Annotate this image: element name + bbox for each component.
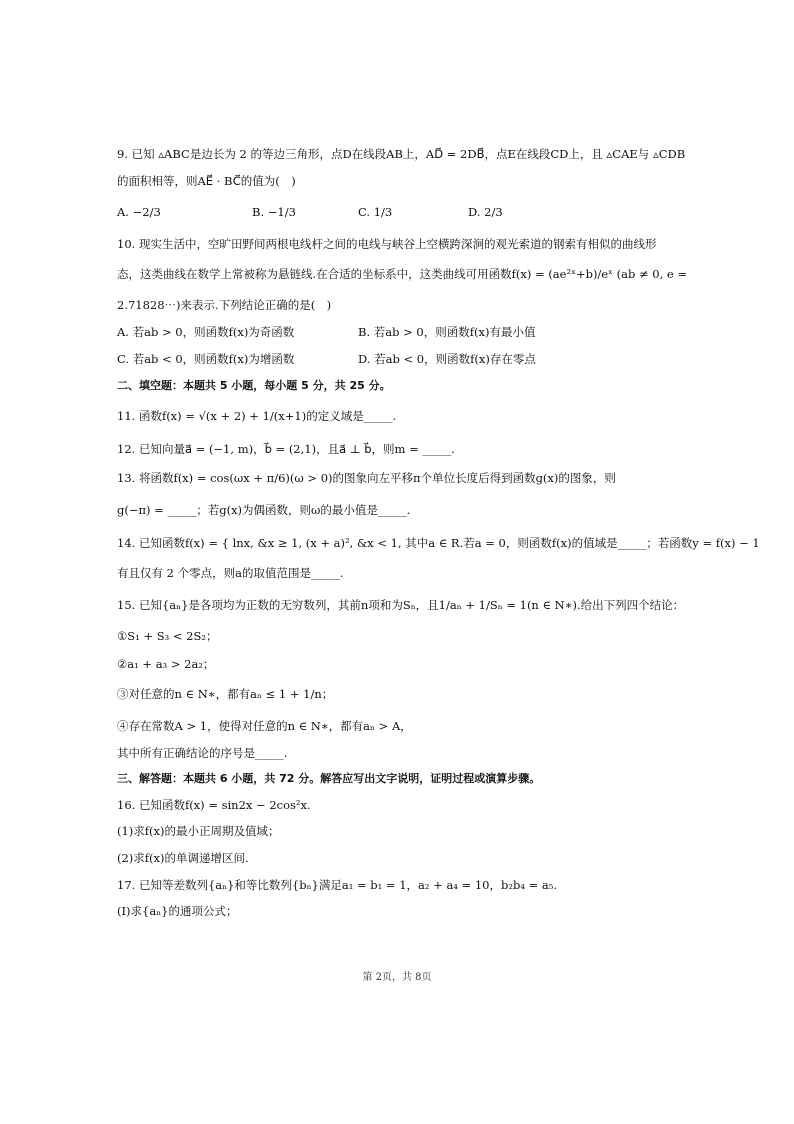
q16-part1: (1)求f(x)的最小正周期及值域； <box>117 824 280 838</box>
q9-option-a: A. −2/3 <box>117 205 161 219</box>
q10-line3: 2.71828⋯)来表示.下列结论正确的是( ) <box>117 298 332 312</box>
q9-option-d: D. 2/3 <box>468 205 503 219</box>
q12: 12. 已知向量a⃗ = (−1, m)，b⃗ = (2,1)，且a⃗ ⊥ b⃗，则m = _____. <box>117 442 455 456</box>
q15-line1: 15. 已知{aₙ}是各项均为正数的无穷数列，其前n项和为Sₙ，且1/aₙ + 1/Sₙ = 1(n ∈ N∗).给出下列四个结论： <box>117 598 685 612</box>
q14-line2: 有且仅有 2 个零点，则a的取值范围是_____. <box>117 566 344 580</box>
q9-option-c: C. 1/3 <box>358 205 393 219</box>
q13-line1: 13. 将函数f(x) = cos(ωx + π/6)(ω > 0)的图象向左平移π个单位长度后得到函数g(x)的图象，则 <box>117 471 616 485</box>
q16-part2: (2)求f(x)的单调递增区间. <box>117 851 249 865</box>
q9-option-b: B. −1/3 <box>252 205 296 219</box>
q17-part1: (I)求{aₙ}的通项公式； <box>117 904 238 918</box>
page-footer: 第 2页，共 8页 <box>362 972 432 983</box>
q9-line1: 9. 已知 ▵ABC是边长为 2 的等边三角形，点D在线段AB上，AD⃗ = 2DB⃗，点E在线段CD上，且 ▵CAE与 ▵CDB <box>117 147 686 161</box>
section-3-heading: 三、解答题：本题共 6 小题，共 72 分。解答应写出文字说明，证明过程或演算步骤。 <box>117 772 541 785</box>
q10-line1: 10. 现实生活中，空旷田野间两根电线杆之间的电线与峡谷上空横跨深涧的观光索道的钢索有相似的曲线形 <box>117 237 657 251</box>
q11: 11. 函数f(x) = √(x + 2) + 1/(x+1)的定义域是_____. <box>117 409 397 423</box>
q15-conclusion-2: ②a₁ + a₃ > 2a₂； <box>117 657 215 671</box>
q10-line2: 态，这类曲线在数学上常被称为悬链线.在合适的坐标系中，这类曲线可用函数f(x) = (ae²ˣ+b)/eˣ (ab ≠ 0, e = <box>117 267 688 281</box>
q16-line1: 16. 已知函数f(x) = sin2x − 2cos²x. <box>117 798 311 812</box>
q15-conclusion-4: ④存在常数A > 1，使得对任意的n ∈ N∗，都有aₙ > A， <box>117 719 412 733</box>
q15-conclusion-1: ①S₁ + S₃ < 2S₂； <box>117 629 218 643</box>
q10-option-a: A. 若ab > 0，则函数f(x)为奇函数 <box>117 325 295 339</box>
q17-line1: 17. 已知等差数列{aₙ}和等比数列{bₙ}满足a₁ = b₁ = 1，a₂ + a₄ = 10，b₂b₄ = a₅. <box>117 878 557 892</box>
section-2-heading: 二、填空题：本题共 5 小题，每小题 5 分，共 25 分。 <box>117 379 391 392</box>
q9-line2: 的面积相等，则AE⃗ · BC⃗的值为( ) <box>117 174 296 188</box>
q10-option-c: C. 若ab < 0，则函数f(x)为增函数 <box>117 352 295 366</box>
q15-conclusion-3: ③对任意的n ∈ N∗，都有aₙ ≤ 1 + 1/n； <box>117 687 334 701</box>
q15-tail: 其中所有正确结论的序号是_____. <box>117 746 288 760</box>
q10-option-b: B. 若ab > 0，则函数f(x)有最小值 <box>358 325 536 339</box>
q10-option-d: D. 若ab < 0，则函数f(x)存在零点 <box>358 352 536 366</box>
q14-line1: 14. 已知函数f(x) = { lnx, &x ≥ 1, (x + a)², &x < 1, 其中a ∈ R.若a = 0，则函数f(x)的值域是_____；若函数y = f(x) − 1 <box>117 536 760 550</box>
q13-line2: g(−π) = _____；若g(x)为偶函数，则ω的最小值是_____. <box>117 503 411 517</box>
